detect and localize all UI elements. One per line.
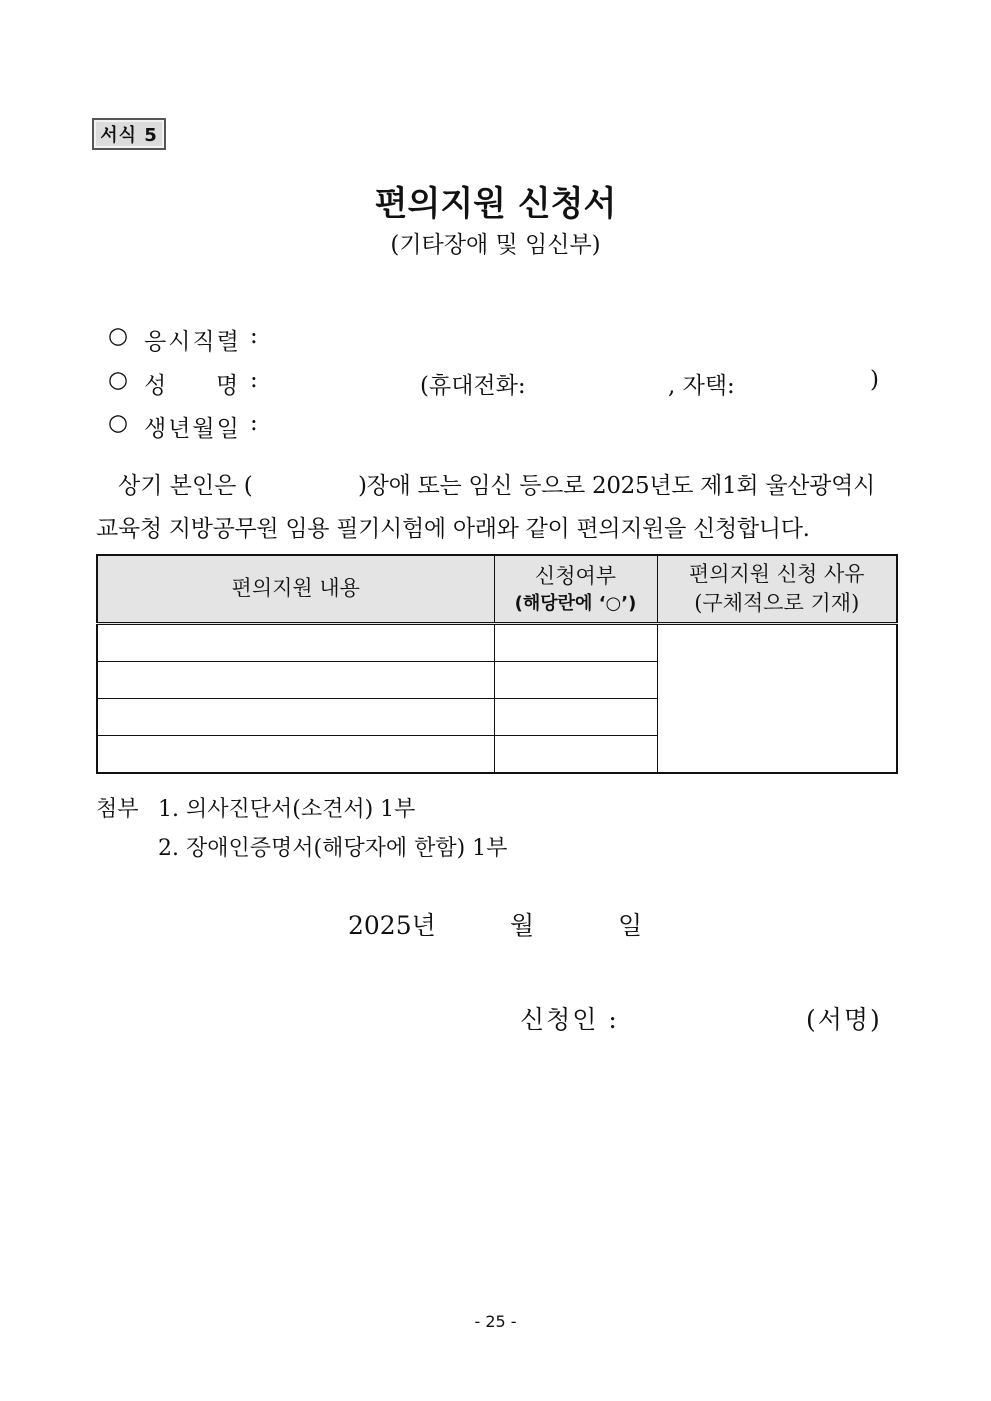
header-request-status-line2: (해당란에 ‘○’) <box>514 593 637 615</box>
table-row <box>97 624 897 662</box>
attachment-item-2: 2. 장애인증명서(해당자에 한함) 1부 <box>158 836 508 861</box>
statement-line1-end: )장애 또는 임신 등으로 2025년도 제1회 울산광역시 <box>358 473 875 499</box>
page-number: - 25 - <box>474 1312 517 1331</box>
field-label-name-b: 명 <box>216 373 239 399</box>
header-request-reason-line2: (구체적으로 기재) <box>694 591 860 615</box>
header-request-status-line1: 신청여부 <box>534 563 617 588</box>
request-reason-cell[interactable] <box>657 624 897 774</box>
request-status-cell[interactable] <box>494 624 657 662</box>
attachment-item-1: 1. 의사진단서(소견서) 1부 <box>158 797 416 822</box>
applicant-label: 신청인 : <box>520 1005 619 1034</box>
date-month: 월 <box>510 911 535 940</box>
header-request-reason <box>657 555 897 624</box>
header-request-reason-line1: 편의지원 신청 사유 <box>688 561 865 586</box>
page-title: 편의지원 신청서 <box>374 184 617 224</box>
date-day: 일 <box>618 911 643 940</box>
field-colon: : <box>250 410 258 436</box>
header-support-content: 편의지원 내용 <box>97 555 494 624</box>
field-label-position: 응시직렬 <box>144 329 241 355</box>
support-content-cell[interactable] <box>97 699 494 736</box>
bullet-icon: ○ <box>108 410 129 436</box>
request-status-cell[interactable] <box>494 736 657 774</box>
bullet-icon: ○ <box>108 367 129 393</box>
field-label-birth: 생년월일 <box>144 416 241 442</box>
page-subtitle: (기타장애 및 임신부) <box>390 232 601 258</box>
field-label-name-a: 성 <box>144 373 167 399</box>
signature-label: (서명) <box>806 1005 882 1034</box>
support-content-cell[interactable] <box>97 662 494 699</box>
phone-label: (휴대전화: <box>420 373 526 399</box>
home-phone-label: , 자택: <box>668 373 735 399</box>
support-request-table <box>96 554 898 774</box>
support-content-cell[interactable] <box>97 624 494 662</box>
attachment-prefix: 첨부 <box>96 797 139 822</box>
bullet-icon: ○ <box>108 323 129 349</box>
field-colon: : <box>250 323 258 349</box>
form-number-badge: 서식 5 <box>92 118 166 150</box>
field-colon: : <box>250 367 258 393</box>
request-status-cell[interactable] <box>494 699 657 736</box>
statement-line2: 교육청 지방공무원 임용 필기시험에 아래와 같이 편의지원을 신청합니다. <box>96 516 810 542</box>
support-content-cell[interactable] <box>97 736 494 774</box>
phone-close-paren: ) <box>870 367 879 393</box>
request-status-cell[interactable] <box>494 662 657 699</box>
date-year: 2025년 <box>348 911 436 940</box>
statement-line1-start: 상기 본인은 ( <box>118 473 253 499</box>
header-request-status <box>494 555 657 624</box>
